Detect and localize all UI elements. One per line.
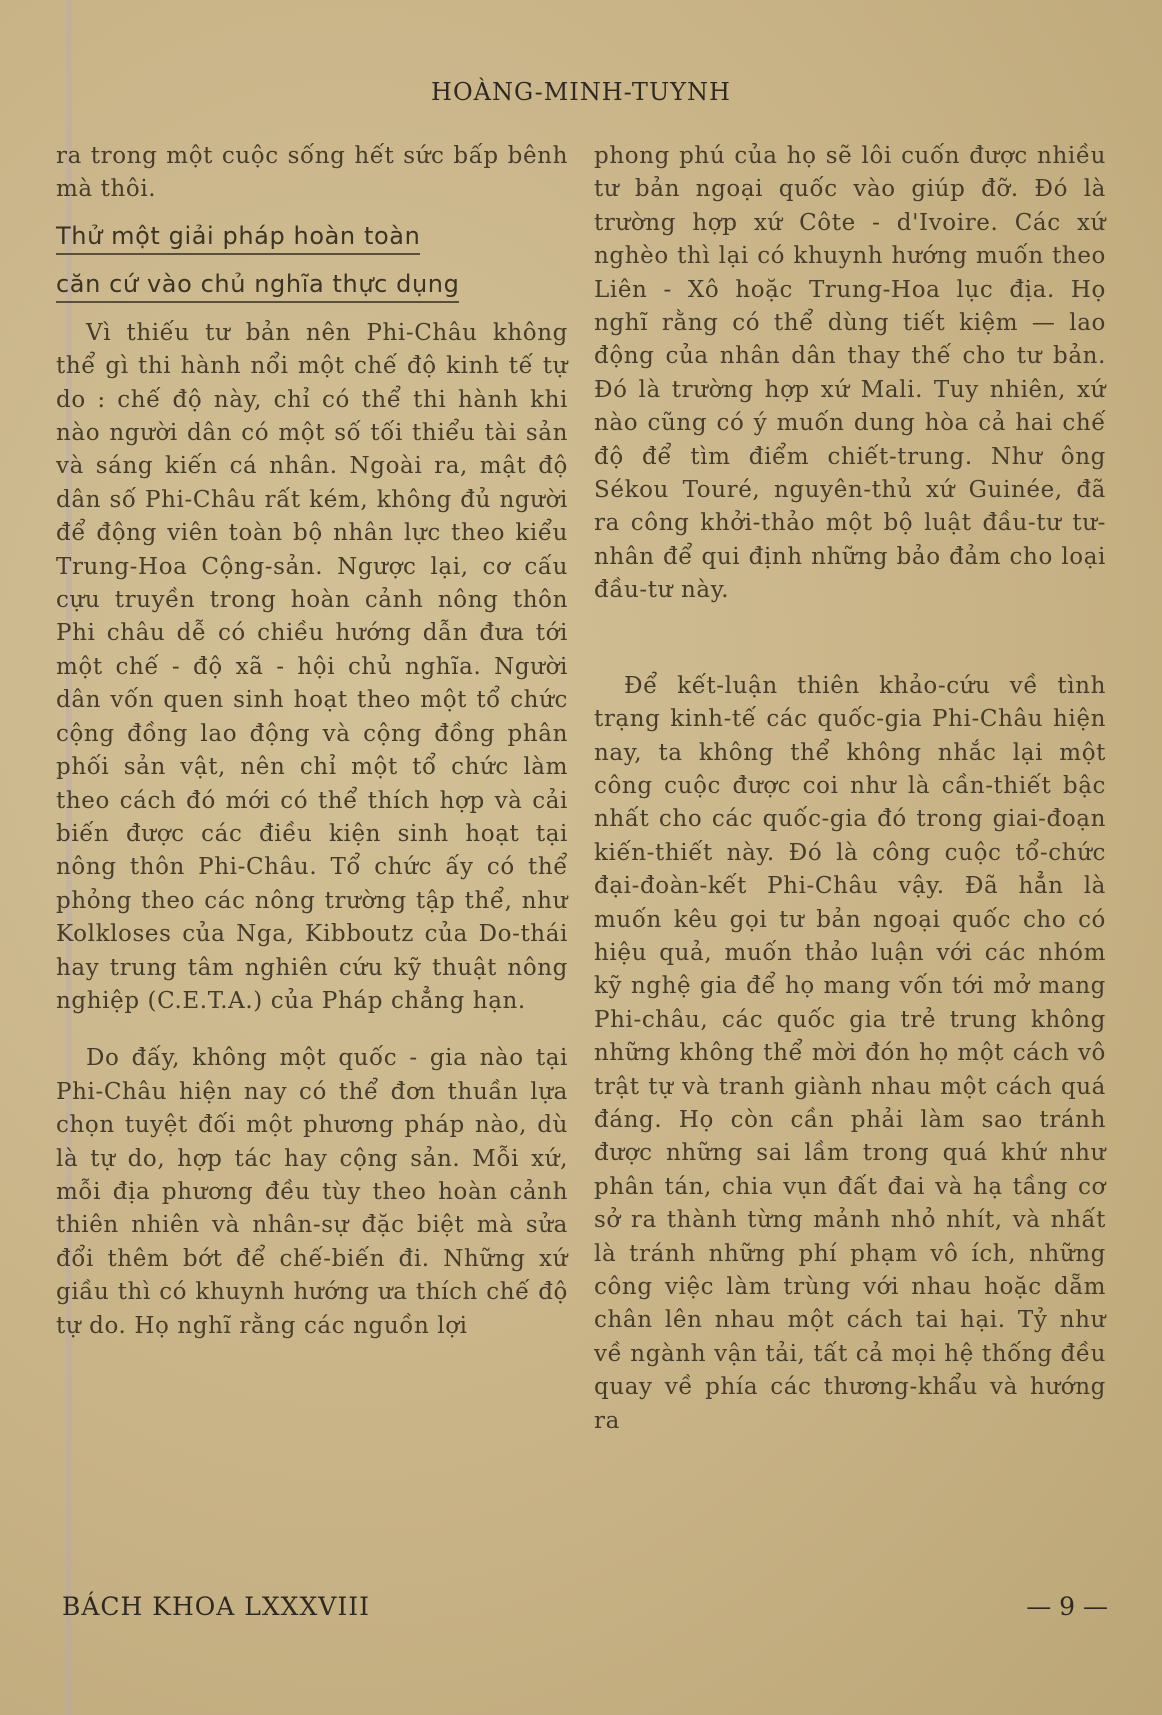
paragraph-gap <box>594 608 1106 670</box>
paragraph: Để kết-luận thiên khảo-cứu về tình trạng kinh-tế các quốc-gia Phi-Châu hiện nay, ta không thể không nhắc lại một công cuộc được coi như là cần-thiết bậc nhất cho các quốc-gia đó trong giai-đoạn kiến-thiết này. Đó là công cuộc tổ-chức đại-đoàn-kết Phi-Châu vậy. Đã hẳn là muốn kêu gọi tư bản ngoại quốc cho có hiệu quả, muốn thảo luận với các nhóm kỹ nghệ gia để họ mang vốn tới mở mang Phi-châu, các quốc gia trẻ trung không những không thể mời đón họ một cách vô trật tự và tranh giành nhau một cách quá đáng. Họ còn cần phải làm sao tránh được những sai lầm trong quá khứ như phân tán, chia vụn đất đai và hạ tầng cơ sở ra thành từng mảnh nhỏ nhít, và nhất là tránh những phí phạm vô ích, những công việc làm trùng với nhau hoặc dẵm chân lên nhau một cách tai hại. Tỷ như về ngành vận tải, tất cả mọi hệ thống đều quay về phía các thương-khẩu và hướng ra <box>594 672 1106 1434</box>
paragraph: phong phú của họ sẽ lôi cuốn được nhiều tư bản ngoại quốc vào giúp đỡ. Đó là trường hợp xứ Côte - d'Ivoire. Các xứ nghèo thì lại có khuynh hướng muốn theo Liên - Xô hoặc Trung-Hoa lục địa. Họ nghĩ rằng có thể dùng tiết kiệm — lao động của nhân dân thay thế cho tư bản. Đó là trường hợp xứ Mali. Tuy nhiên, xứ nào cũng có ý muốn dung hòa cả hai chế độ để tìm điểm chiết-trung. Như ông Sékou Touré, nguyên-thủ xứ Guinée, đã ra công khởi-thảo một bộ luật đầu-tư tư-nhân để qui định những bảo đảm cho loại đầu-tư này. <box>594 143 1106 604</box>
journal-name: BÁCH KHOA LXXXVIII <box>62 1592 370 1621</box>
running-header: HOÀNG-MINH-TUYNH <box>431 78 731 106</box>
intro-text: ra trong một cuộc sống hết sức bấp bênh mà thôi. <box>56 143 568 203</box>
paragraph: Vì thiếu tư bản nên Phi-Châu không thể gì thi hành nổi một chế độ kinh tế tự do : chế độ này, chỉ có thể thi hành khi nào người dân có một số tối thiểu tài sản và sáng kiến cá nhân. Ngoài ra, mật độ dân số Phi-Châu rất kém, không đủ người để động viên toàn bộ nhân lực theo kiểu Trung-Hoa Cộng-sản. Ngược lại, cơ cấu cựu truyền trong hoàn cảnh nông thôn Phi châu dễ có chiều hướng dẫn đưa tới một chế - độ xã - hội chủ nghĩa. Người dân vốn quen sinh hoạt theo một tổ chức cộng đồng lao động và cộng đồng phân phối sản vật, nên chỉ một tổ chức làm theo cách đó mới có thể thích hợp và cải biến được các điều kiện sinh hoạt tại nông thôn Phi-Châu. Tổ chức ấy có thể phỏng theo các nông trường tập thể, như Kolkloses của Nga, Kibboutz của Do-thái hay trung tâm nghiên cứu kỹ thuật nông nghiệp (C.E.T.A.) của Pháp chẳng hạn. <box>56 319 568 1014</box>
paragraph-gap <box>56 1018 568 1042</box>
left-column <box>56 140 568 1343</box>
section-heading-line1: Thử một giải pháp hoàn toàn <box>56 221 420 255</box>
section-heading <box>56 207 568 303</box>
paragraph: Do đấy, không một quốc - gia nào tại Phi-Châu hiện nay có thể đơn thuần lựa chọn tuyệt đối một phương pháp nào, dù là tự do, hợp tác hay cộng sản. Mỗi xứ, mỗi địa phương đều tùy theo hoàn cảnh thiên nhiên và nhân-sự đặc biệt mà sửa đổi thêm bớt để chế-biến đi. Những xứ giầu thì có khuynh hướng ưa thích chế độ tự do. Họ nghĩ rằng các nguồn lợi <box>56 1045 568 1339</box>
page-number: — 9 — <box>1026 1592 1108 1621</box>
right-column <box>594 140 1106 1438</box>
section-heading-line2: căn cứ vào chủ nghĩa thực dụng <box>56 269 459 303</box>
